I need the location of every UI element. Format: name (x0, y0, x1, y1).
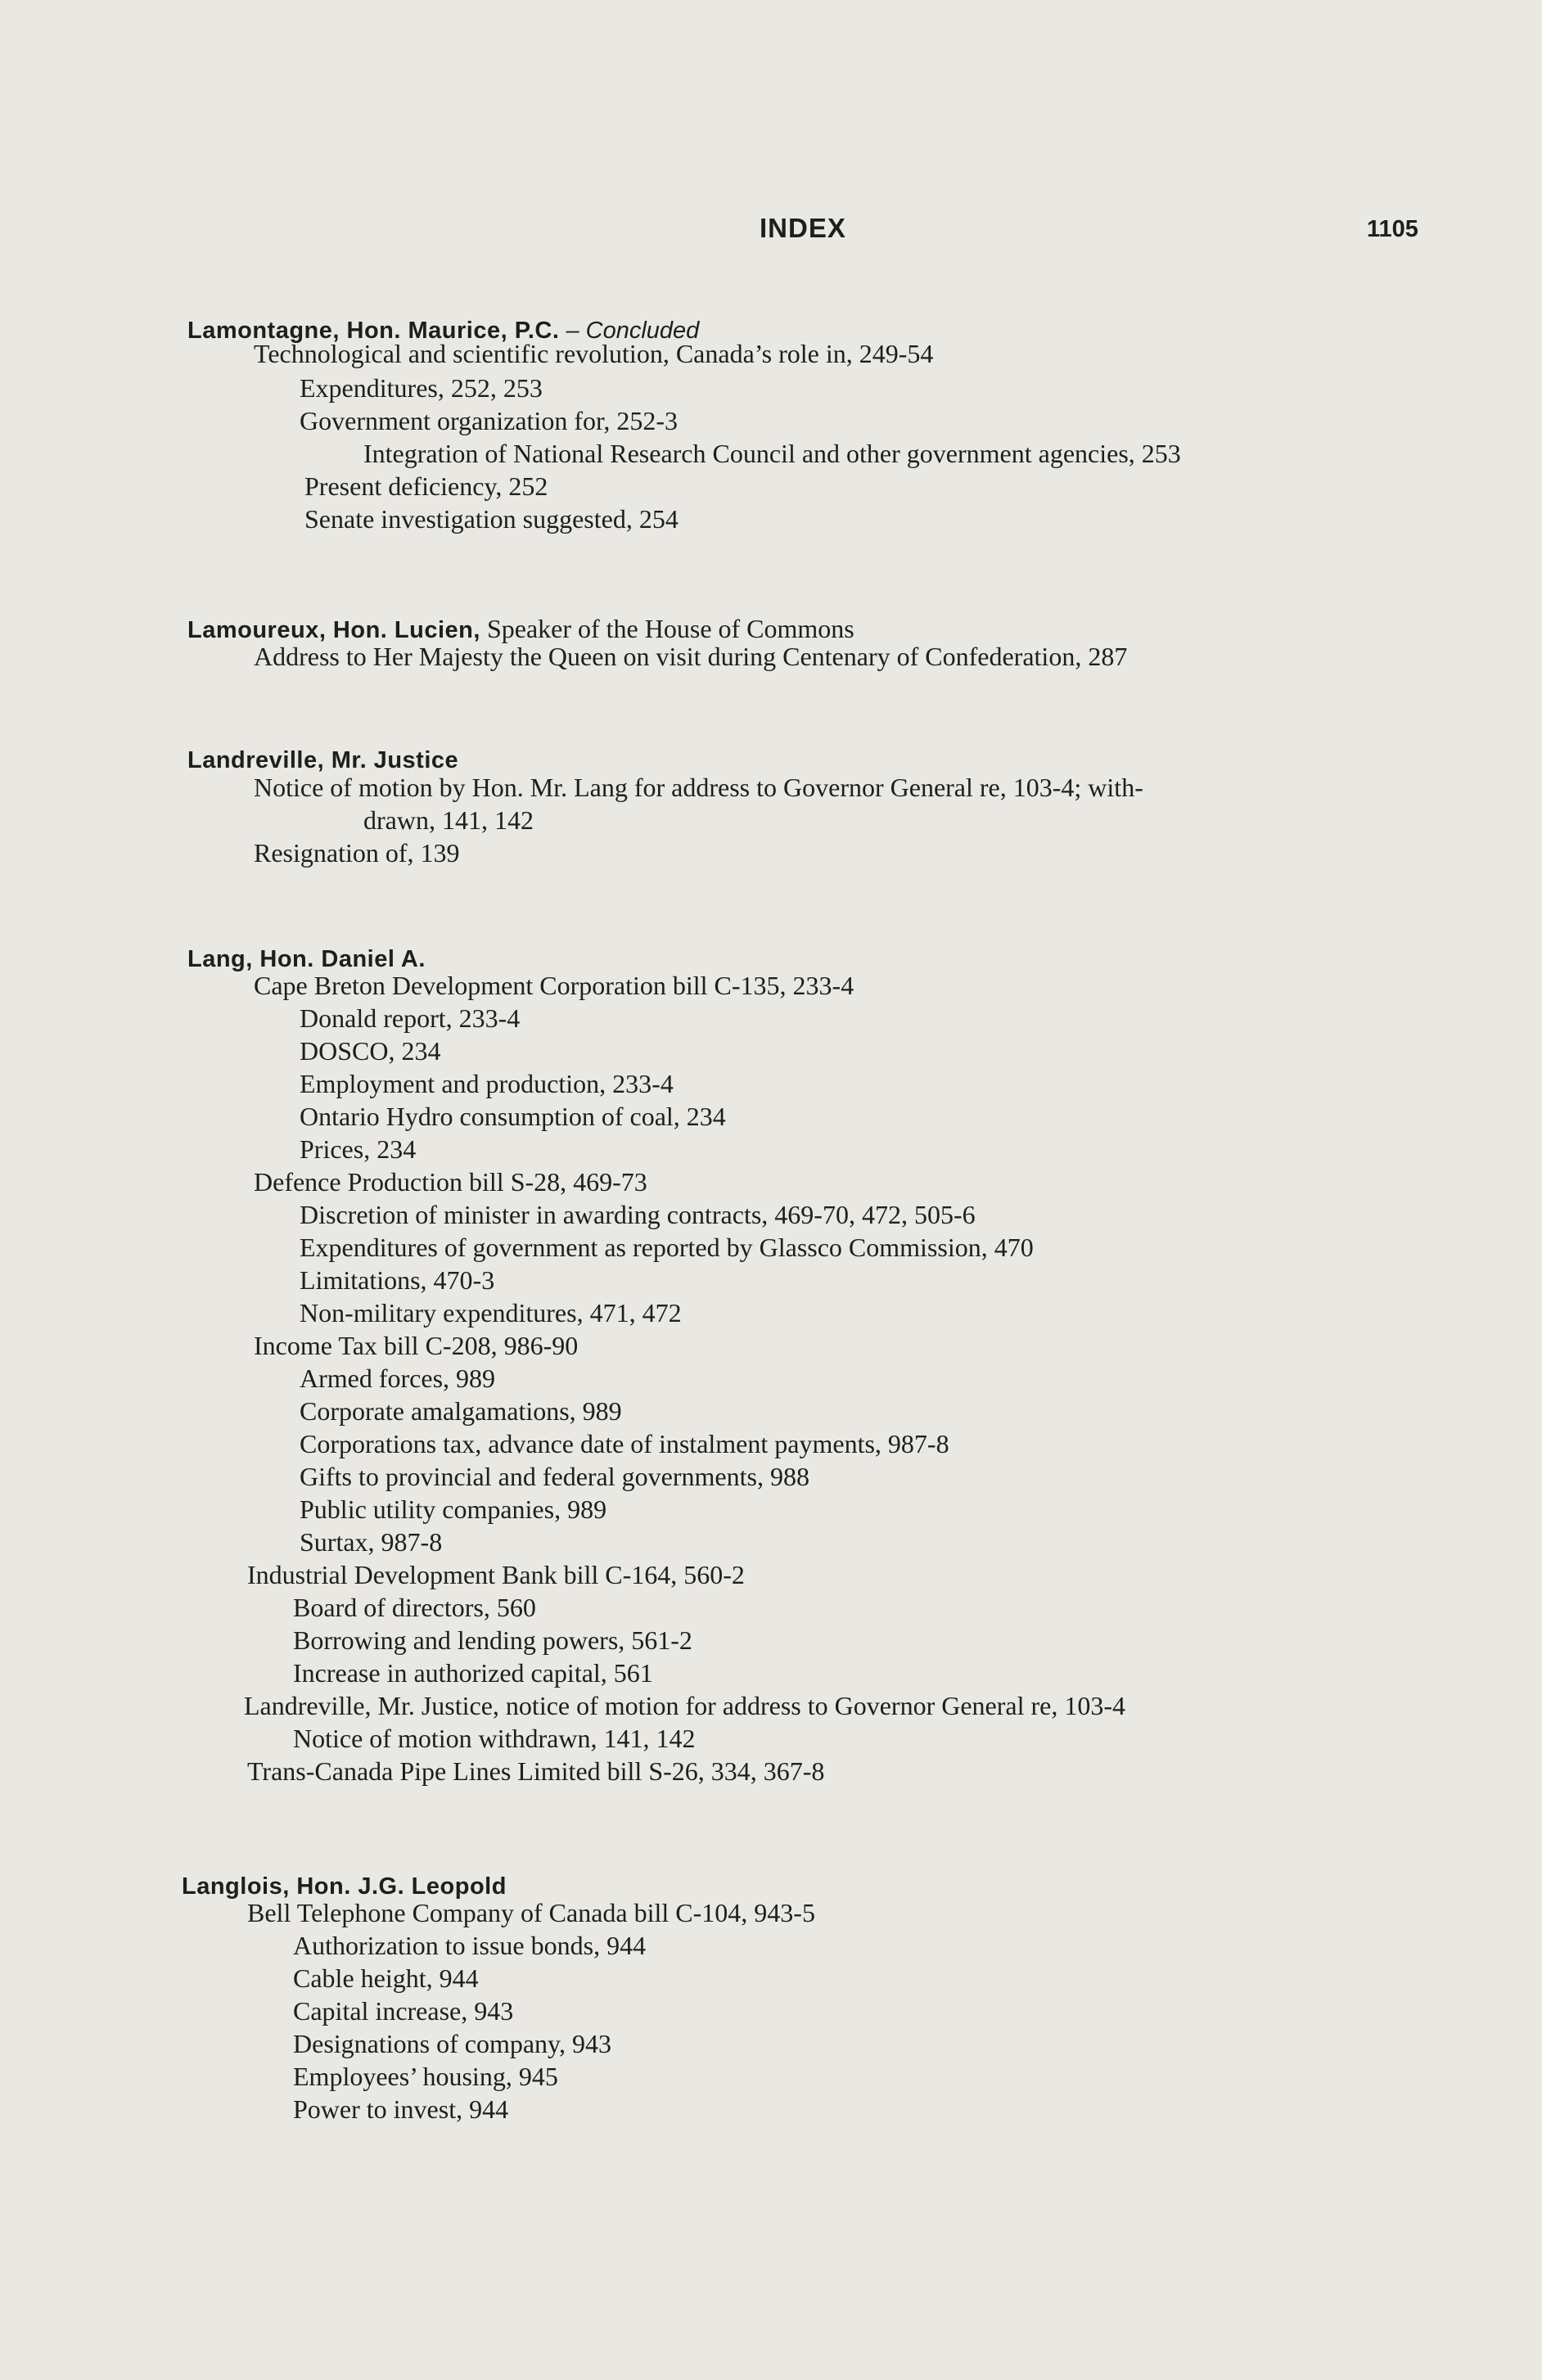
index-line: Borrowing and lending powers, 561-2 (293, 1625, 692, 1655)
running-title: INDEX (760, 213, 846, 243)
index-line: Integration of National Research Council and other government agencies, 253 (363, 439, 1181, 468)
index-line: Employment and production, 233-4 (300, 1069, 674, 1098)
index-line: Employees’ housing, 945 (293, 2062, 558, 2091)
index-line: Trans-Canada Pipe Lines Limited bill S-26, 334, 367-8 (247, 1756, 825, 1786)
index-line: Expenditures of government as reported by Glassco Commission, 470 (300, 1233, 1034, 1262)
index-line: Senate investigation suggested, 254 (304, 504, 679, 534)
index-line: Defence Production bill S-28, 469-73 (254, 1167, 647, 1197)
index-line: Income Tax bill C-208, 986-90 (254, 1331, 579, 1360)
index-line: Present deficiency, 252 (304, 471, 548, 501)
index-line: Increase in authorized capital, 561 (293, 1658, 653, 1688)
index-line: Public utility companies, 989 (300, 1494, 607, 1524)
index-line: Corporate amalgamations, 989 (300, 1396, 622, 1426)
index-line: Technological and scientific revolution, Canada’s role in, 249-54 (254, 339, 934, 368)
entry-name: Lamontagne, Hon. Maurice, P.C. (187, 318, 560, 344)
index-line: Government organization for, 252-3 (300, 406, 678, 435)
index-line: Power to invest, 944 (293, 2094, 509, 2124)
index-line: Gifts to provincial and federal governments, 988 (300, 1462, 809, 1491)
entry-name: Landreville, Mr. Justice (187, 747, 459, 773)
index-line: Surtax, 987-8 (300, 1527, 443, 1557)
index-line: DOSCO, 234 (300, 1036, 441, 1066)
index-line: Notice of motion by Hon. Mr. Lang for address to Governor General re, 103-4; with- (254, 773, 1143, 802)
index-line: Board of directors, 560 (293, 1593, 536, 1622)
index-line: Discretion of minister in awarding contracts, 469-70, 472, 505-6 (300, 1200, 976, 1229)
index-line: Donald report, 233-4 (300, 1003, 521, 1033)
index-line: Authorization to issue bonds, 944 (293, 1931, 647, 1960)
index-line: Resignation of, 139 (254, 838, 460, 868)
index-line: Bell Telephone Company of Canada bill C-104, 943-5 (247, 1898, 815, 1927)
index-line: Capital increase, 943 (293, 1996, 514, 2026)
index-line: Cable height, 944 (293, 1963, 479, 1993)
page-number: 1105 (1367, 216, 1418, 242)
index-line: Non-military expenditures, 471, 472 (300, 1298, 682, 1327)
index-line: Designations of company, 943 (293, 2029, 611, 2058)
index-line: Expenditures, 252, 253 (300, 373, 543, 403)
index-line: Cape Breton Development Corporation bill C-135, 233-4 (254, 971, 854, 1000)
index-line: Industrial Development Bank bill C-164, 560-2 (247, 1560, 745, 1589)
entry-name: Langlois, Hon. J.G. Leopold (182, 1873, 507, 1900)
index-line: Prices, 234 (300, 1134, 417, 1164)
index-line: Landreville, Mr. Justice, notice of motion for address to Governor General re, 103-4 (244, 1691, 1126, 1720)
entry-name: Lamoureux, Hon. Lucien, (187, 617, 480, 643)
index-line: Notice of motion withdrawn, 141, 142 (293, 1724, 696, 1753)
index-line: Corporations tax, advance date of instalment payments, 987-8 (300, 1429, 949, 1458)
entry-name: Lang, Hon. Daniel A. (187, 946, 426, 972)
entry-heading-suffix: Speaker of the House of Commons (480, 614, 854, 643)
index-line: Limitations, 470-3 (300, 1265, 495, 1295)
entry-heading-suffix: – Concluded (559, 318, 700, 344)
index-line: Armed forces, 989 (300, 1364, 496, 1393)
index-line: drawn, 141, 142 (363, 805, 534, 835)
index-line: Address to Her Majesty the Queen on visit during Centenary of Confederation, 287 (254, 642, 1128, 671)
index-line: Ontario Hydro consumption of coal, 234 (300, 1102, 726, 1131)
